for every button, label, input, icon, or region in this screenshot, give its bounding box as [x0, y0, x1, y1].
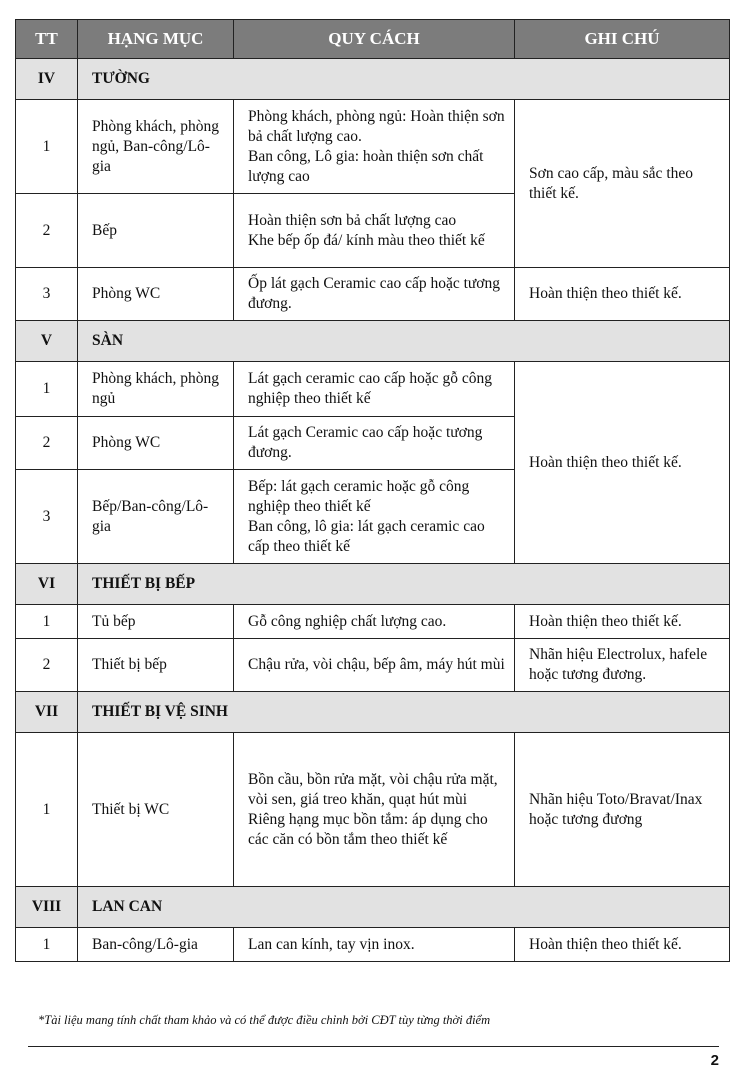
table-row [16, 928, 730, 962]
spec-line: Phòng khách, phòng ngủ: Hoàn thiện sơn bả chất lượng cao. [248, 107, 505, 145]
spec-line: Hoàn thiện sơn bả chất lượng cao [248, 211, 457, 229]
header-spec: QUY CÁCH [234, 20, 515, 59]
header-note: GHI CHÚ [515, 20, 730, 59]
header-row [16, 20, 730, 59]
spec-table [15, 19, 730, 962]
row-number: 1 [16, 928, 78, 962]
section-row-kitchen [16, 564, 730, 605]
row-number: 1 [16, 100, 78, 194]
row-spec [234, 470, 515, 564]
spec-line: Riêng hạng mục bồn tắm: áp dụng cho các căn có bồn tắm theo thiết kế [248, 810, 488, 848]
table-row [16, 605, 730, 639]
row-number: 3 [16, 470, 78, 564]
page-number: 2 [710, 1052, 719, 1069]
section-number: V [16, 321, 78, 362]
row-item: Bếp/Ban-công/Lô-gia [78, 470, 234, 564]
row-spec [234, 100, 515, 194]
row-number: 3 [16, 268, 78, 321]
row-item: Phòng WC [78, 417, 234, 470]
spec-line: Bếp: lát gạch ceramic hoặc gỗ công nghiệp theo thiết kế [248, 477, 470, 515]
row-item: Thiết bị bếp [78, 639, 234, 692]
section-title: TƯỜNG [78, 59, 730, 100]
section-number: IV [16, 59, 78, 100]
section-row-floor [16, 321, 730, 362]
row-spec: Ốp lát gạch Ceramic cao cấp hoặc tương đương. [234, 268, 515, 321]
spec-line: Ban công, Lô gia: hoàn thiện sơn chất lượng cao [248, 147, 484, 185]
row-note: Nhãn hiệu Toto/Bravat/Inax hoặc tương đương [515, 733, 730, 887]
row-spec: Lát gạch Ceramic cao cấp hoặc tương đương. [234, 417, 515, 470]
footnote: *Tài liệu mang tính chất tham khảo và có thể được điều chỉnh bởi CĐT tùy từng thời điểm [38, 1013, 491, 1027]
row-note: Nhãn hiệu Electrolux, hafele hoặc tương đương. [515, 639, 730, 692]
spec-line: Bồn cầu, bồn rửa mặt, vòi chậu rửa mặt, vòi sen, giá treo khăn, quạt hút mùi [248, 770, 498, 808]
row-item: Thiết bị WC [78, 733, 234, 887]
row-item: Phòng WC [78, 268, 234, 321]
spec-line: Khe bếp ốp đá/ kính màu theo thiết kế [248, 231, 485, 249]
spec-line: Ban công, lô gia: lát gạch ceramic cao cấp theo thiết kế [248, 517, 485, 555]
header-tt: TT [16, 20, 78, 59]
row-spec [234, 733, 515, 887]
table-row [16, 268, 730, 321]
section-number: VII [16, 692, 78, 733]
footer-divider [28, 1046, 719, 1047]
row-spec: Lan can kính, tay vịn inox. [234, 928, 515, 962]
row-note: Hoàn thiện theo thiết kế. [515, 605, 730, 639]
row-spec: Lát gạch ceramic cao cấp hoặc gỗ công nghiệp theo thiết kế [234, 362, 515, 417]
row-number: 2 [16, 417, 78, 470]
row-number: 2 [16, 639, 78, 692]
row-spec: Chậu rửa, vòi chậu, bếp âm, máy hút mùi [234, 639, 515, 692]
section-row-railing [16, 887, 730, 928]
table-row [16, 639, 730, 692]
row-note: Hoàn thiện theo thiết kế. [515, 362, 730, 564]
section-title: LAN CAN [78, 887, 730, 928]
section-title: THIẾT BỊ VỆ SINH [78, 692, 730, 733]
row-note: Hoàn thiện theo thiết kế. [515, 268, 730, 321]
row-number: 1 [16, 605, 78, 639]
table-row [16, 100, 730, 194]
row-number: 1 [16, 362, 78, 417]
table-row [16, 733, 730, 887]
section-row-walls [16, 59, 730, 100]
row-item: Phòng khách, phòng ngủ [78, 362, 234, 417]
header-item: HẠNG MỤC [78, 20, 234, 59]
section-title: THIẾT BỊ BẾP [78, 564, 730, 605]
row-item: Bếp [78, 194, 234, 268]
row-number: 2 [16, 194, 78, 268]
row-item: Tủ bếp [78, 605, 234, 639]
section-number: VIII [16, 887, 78, 928]
row-note: Hoàn thiện theo thiết kế. [515, 928, 730, 962]
section-number: VI [16, 564, 78, 605]
table-row [16, 362, 730, 417]
row-number: 1 [16, 733, 78, 887]
row-spec [234, 194, 515, 268]
row-item: Ban-công/Lô-gia [78, 928, 234, 962]
section-title: SÀN [78, 321, 730, 362]
row-spec: Gỗ công nghiệp chất lượng cao. [234, 605, 515, 639]
row-item: Phòng khách, phòng ngủ, Ban-công/Lô-gia [78, 100, 234, 194]
section-row-sanitary [16, 692, 730, 733]
row-note: Sơn cao cấp, màu sắc theo thiết kế. [515, 100, 730, 268]
